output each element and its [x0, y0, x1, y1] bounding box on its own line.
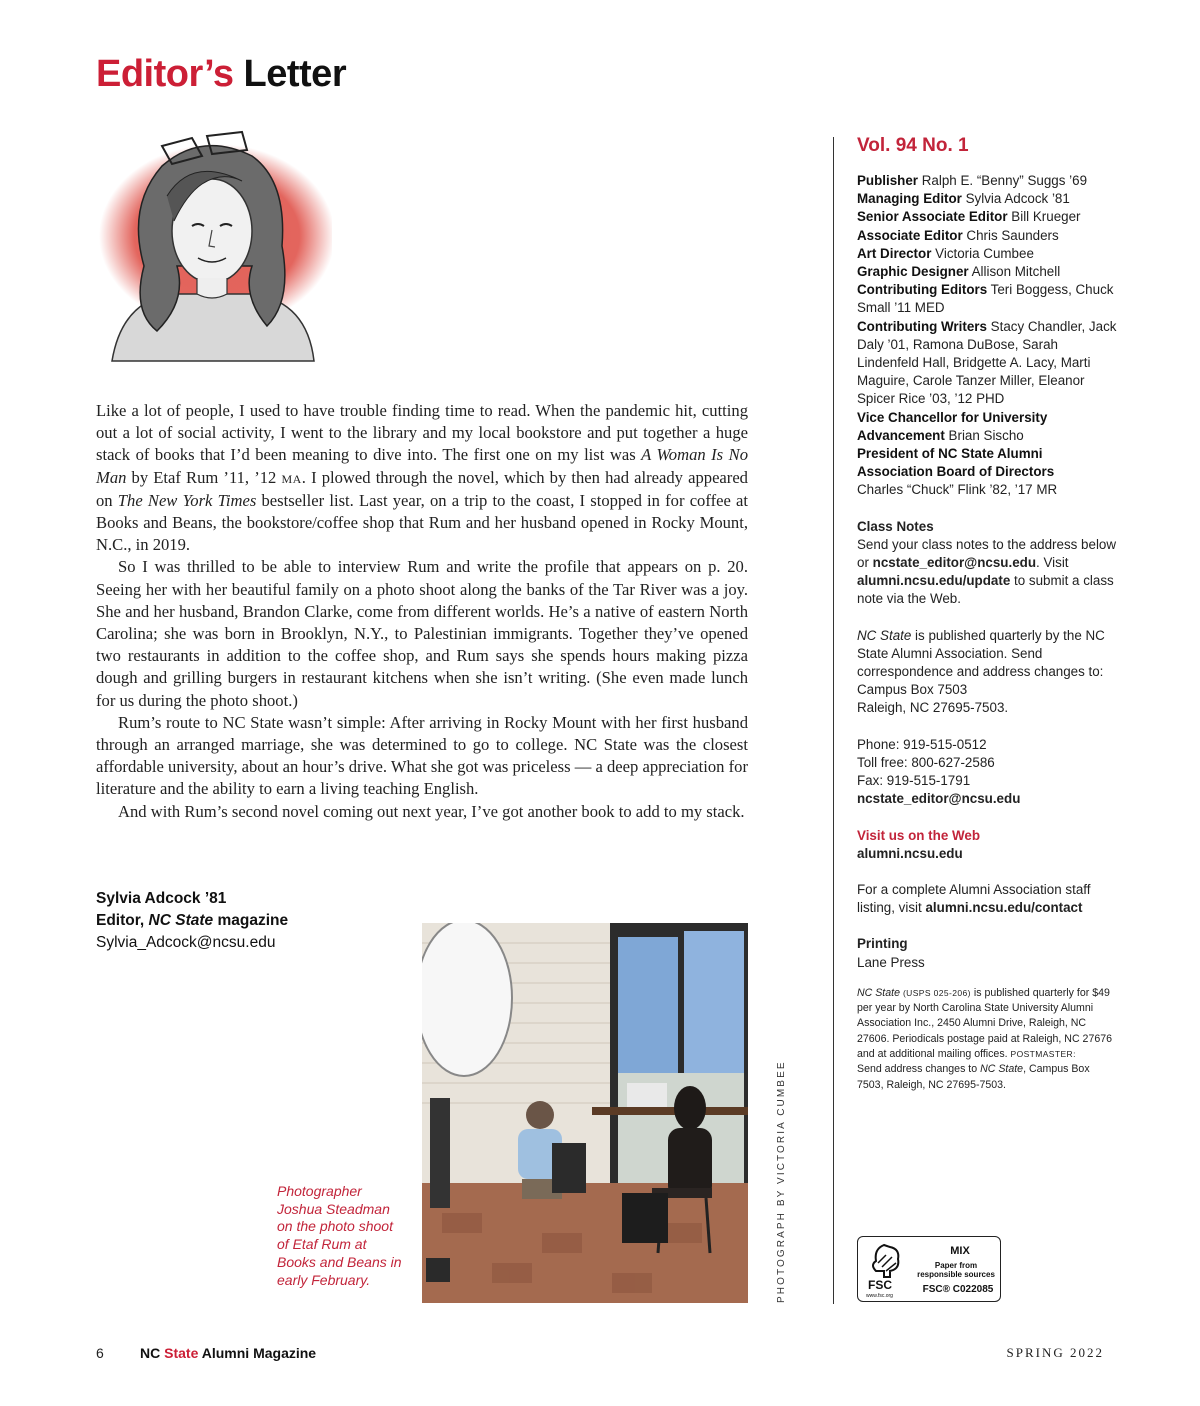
staff-item: Vice Chancellor for University Advancement Brian Sischo [857, 409, 1048, 443]
fsc-paper-label: Paper from responsible sources [917, 1261, 995, 1279]
fsc-certification-badge [857, 1236, 1001, 1302]
svg-text:FSC: FSC [868, 1278, 892, 1292]
toll-free: Toll free: 800-627-2586 [857, 754, 995, 770]
issue-season: SPRING 2022 [1006, 1345, 1104, 1360]
web-heading: Visit us on the Web [857, 827, 981, 843]
printing-info [857, 935, 1119, 971]
contact-info [857, 736, 1119, 809]
book-title: A Woman Is No Man [96, 445, 748, 487]
newspaper-title: The New York Times [117, 490, 257, 510]
paragraph: So I was thrilled to be able to interview Rum and write the profile that appears on p. 20. Seeing her with her beautiful family on a photo shoot along the banks of the Tar River was a joy. She and her husband, Brandon Clarke, come from different worlds. He’s a native of eastern North Carolina; she was born in Brooklyn, N.Y., to Palestinian immigrants. Together they’ve opened two restaurants in addition to the coffee shop, and Rum says she spends hours making pizza dough and grilling burgers in restaurant kitchens when she isn’t writing. (She even made lunch for us during the photo shoot.) [96, 557, 748, 710]
letter-body [96, 400, 748, 823]
svg-text:www.fsc.org: www.fsc.org [866, 1293, 893, 1299]
phone: Phone: 919-515-0512 [857, 736, 987, 752]
staff-item: President of NC State Alumni Association Board of Directors Charles “Chuck” Flink ’82, ’17 MR [857, 446, 1058, 498]
photo-caption: Photographer Joshua Steadman on the photo shoot of Etaf Rum at Books and Beans in early February. [277, 1183, 402, 1288]
page-number: 6 [96, 1345, 104, 1361]
title-black: Letter [243, 53, 347, 95]
photo-credit: PHOTOGRAPH BY VICTORIA CUMBEE [776, 1060, 787, 1303]
publication-info: NC State is published quarterly by the NC State Alumni Association. Send correspondence and address changes to: Campus Box 7503 Raleigh, NC 27695-7503. [857, 627, 1105, 716]
fsc-code: FSC® C022085 [922, 1284, 994, 1295]
fax: Fax: 919-515-1791 [857, 773, 971, 789]
postal-statement: NC State (USPS 025-206) is published quarterly for $49 per year by North Carolina State University Alumni Association Inc., 2450 Alumni Drive, Raleigh, NC 27606. Periodicals postage paid at Raleigh, NC 27676 and at additional mailing offices. POSTMASTER: Send address changes to NC State, Campus Box 7503, Raleigh, NC 27695-7503. [857, 986, 1113, 1091]
signature-email[interactable]: Sylvia_Adcock@ncsu.edu [96, 934, 276, 951]
staff-item: Graphic Designer Allison Mitchell [857, 264, 1061, 280]
title-red: Editor’s [96, 53, 234, 95]
class-notes-email[interactable]: ncstate_editor@ncsu.edu [872, 555, 1037, 571]
staff-listing: For a complete Alumni Association staff listing, visit alumni.ncsu.edu/contact [857, 881, 1091, 916]
printing-heading: Printing [857, 936, 908, 952]
signature-block [96, 888, 288, 954]
printer: Lane Press [857, 954, 925, 970]
fsc-mix-label: MIX [950, 1245, 970, 1257]
fsc-tree-icon [864, 1241, 912, 1299]
paragraph: Like a lot of people, I used to have trouble finding time to read. When the pandemic hit, cutting out a lot of social activity, I went to the library and my local bookstore and put together a huge stack of books that I’d been meaning to dive into. The first one on my list was A Woman Is No Man by Etaf Rum ’11, ’12 MA. I plowed through the novel, which by then had already appeared on The New York Times bestseller list. Last year, on a trip to the coast, I stopped in for coffee at Books and Beans, the bookstore/coffee shop that Rum and her husband opened in Rocky Mount, N.C., in 2019. [96, 401, 749, 555]
staff-item: Associate Editor Chris Saunders [857, 227, 1059, 243]
web-info [857, 827, 1119, 863]
class-notes-heading: Class Notes [857, 518, 934, 534]
class-notes: Class Notes Send your class notes to the address below or ncstate_editor@ncsu.edu. Visit alumni.ncsu.edu/update to submit a class note via the Web. [857, 518, 1117, 607]
staff-item: Senior Associate Editor Bill Krueger [857, 209, 1081, 225]
column-divider [833, 137, 834, 1304]
paragraph: Rum’s route to NC State wasn’t simple: After arriving in Rocky Mount with her first husband through an arranged marriage, she was determined to go to college. NC State was the closest affordable university, about an hour’s drive. What she got was priceless — a deep appreciation for literature and the ability to earn a living teaching English. [96, 712, 748, 799]
contact-email[interactable]: ncstate_editor@ncsu.edu [857, 791, 1021, 807]
web-link[interactable]: alumni.ncsu.edu [857, 845, 963, 861]
page-title [96, 52, 346, 96]
staff-item: Managing Editor Sylvia Adcock ’81 [857, 191, 1070, 207]
staff-item: Contributing Editors Teri Boggess, Chuck Small ’11 MED [857, 282, 1114, 316]
staff-item: Publisher Ralph E. “Benny” Suggs ’69 [857, 173, 1088, 188]
staff-list [857, 172, 1119, 500]
photo-shoot-image [422, 923, 748, 1303]
editor-portrait-illustration [92, 126, 332, 366]
class-notes-link[interactable]: alumni.ncsu.edu/update [857, 573, 1011, 589]
staff-item: Art Director Victoria Cumbee [857, 245, 1034, 261]
staff-item: Contributing Writers Stacy Chandler, Jack Daly ’01, Ramona DuBose, Sarah Lindenfeld Hall, Bridgette A. Lacy, Marti Maguire, Carole Tanzer Miller, Eleanor Spicer Rice ’03, ’12 PHD [857, 318, 1117, 407]
magazine-name: NC State Alumni Magazine [140, 1345, 317, 1361]
volume-number: Vol. 94 No. 1 [857, 135, 969, 156]
signature-name: Sylvia Adcock ’81 [96, 890, 227, 907]
masthead [857, 134, 1119, 1093]
staff-contact-link[interactable]: alumni.ncsu.edu/contact [925, 900, 1083, 916]
signature-role: Editor, NC State magazine [96, 912, 289, 929]
paragraph: And with Rum’s second novel coming out next year, I’ve got another book to add to my stack. [118, 801, 745, 821]
